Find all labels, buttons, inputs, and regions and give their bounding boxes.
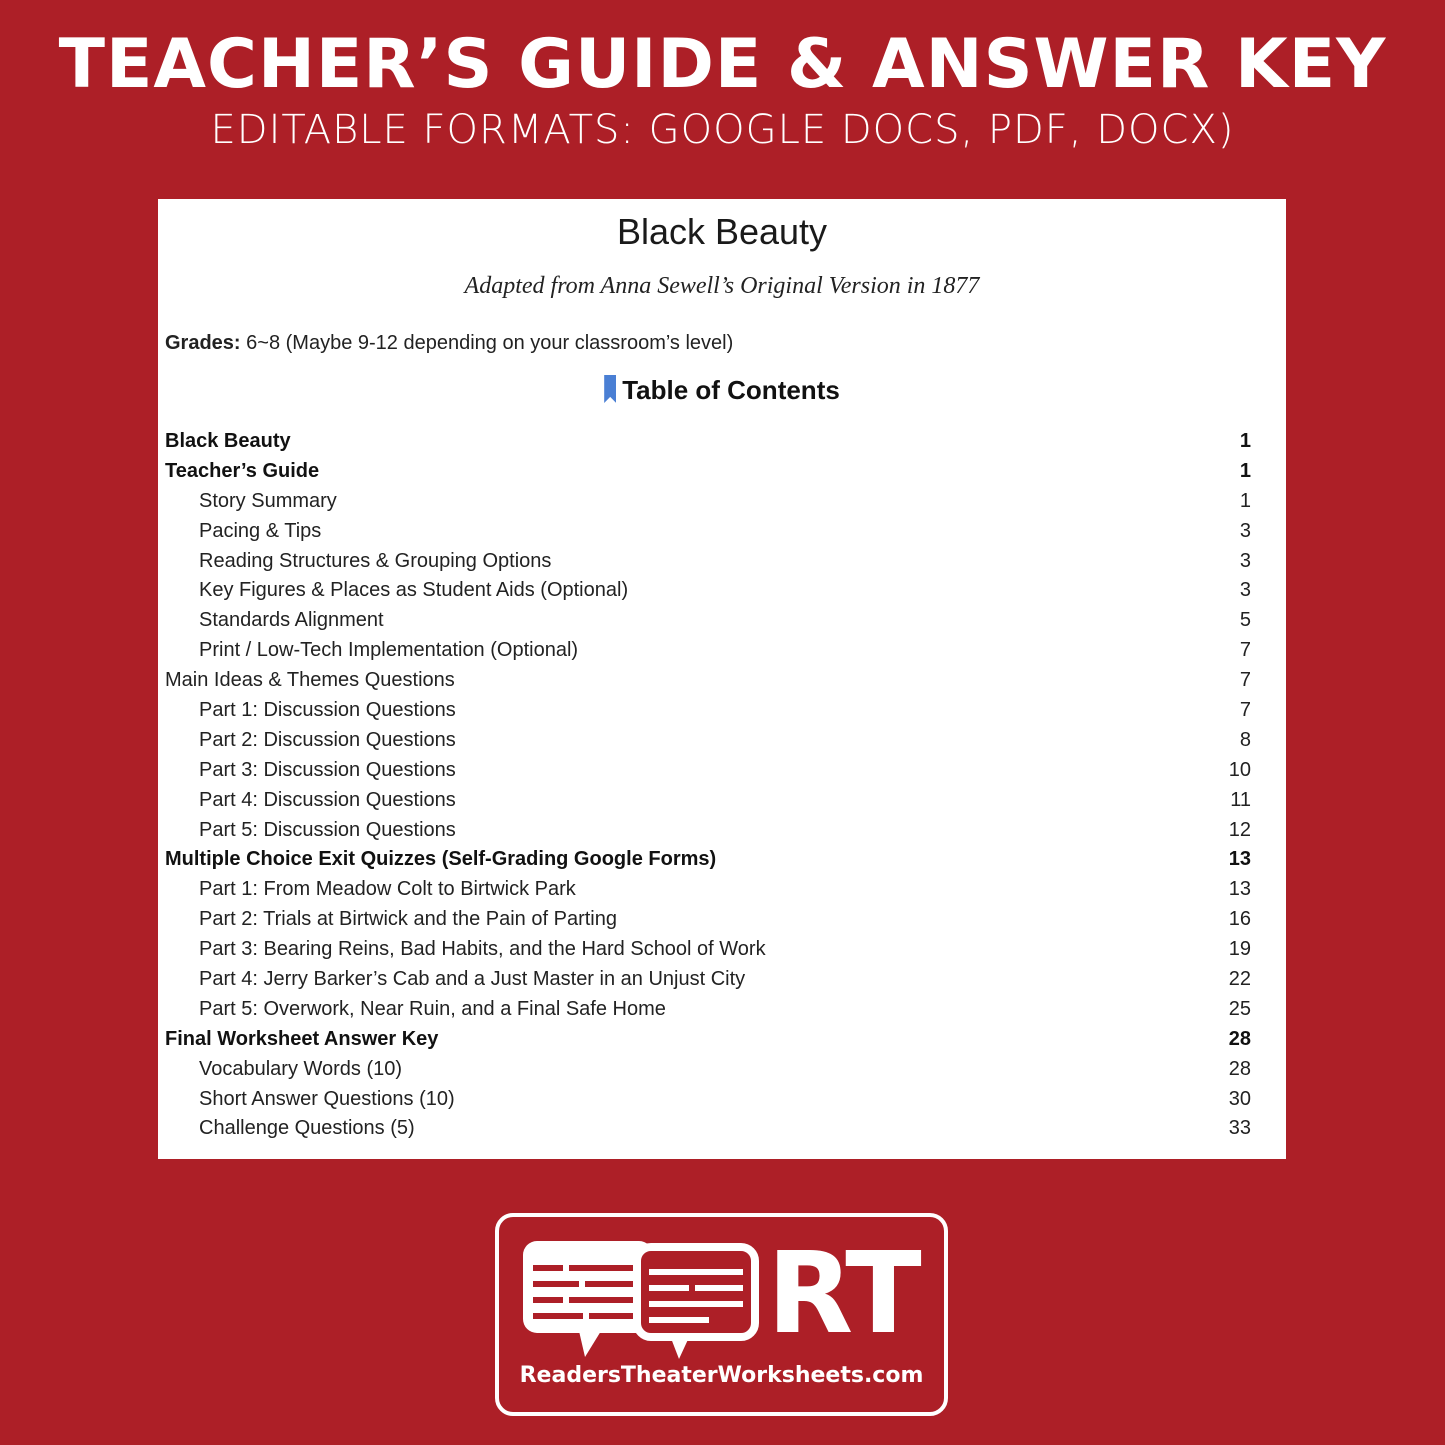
toc-entry[interactable] [165,547,1251,577]
toc-entry-page: 1 [1239,489,1251,512]
toc-entry-page: 16 [1228,908,1251,931]
logo-url: ReadersTheaterWorksheets.com [519,1363,924,1388]
toc-entry-page: 3 [1239,549,1251,572]
toc-entry-label: Part 4: Jerry Barker’s Cab and a Just Master in an Unjust City [199,968,746,991]
toc-entry-page: 30 [1228,1087,1251,1110]
toc-entry-page: 10 [1228,758,1251,781]
logo-letters: RT [767,1229,919,1359]
toc-entry-page: 13 [1228,878,1251,901]
toc-entry-label: Standards Alignment [199,609,384,632]
toc-entry-label: Part 1: From Meadow Colt to Birtwick Park [199,878,576,901]
toc-entry-page: 7 [1239,699,1251,722]
toc-entry[interactable] [165,1025,1251,1055]
toc-heading [158,375,1286,406]
table-of-contents [165,427,1251,1144]
toc-entry-label: Part 5: Overwork, Near Ruin, and a Final Safe Home [199,997,666,1020]
toc-entry-label: Black Beauty [165,430,291,452]
toc-entry-page: 28 [1228,1027,1251,1050]
toc-entry[interactable] [165,726,1251,756]
toc-entry[interactable] [165,905,1251,935]
toc-entry-page: 1 [1239,430,1251,452]
toc-entry-page: 25 [1228,997,1251,1020]
toc-entry-page: 28 [1228,1057,1251,1080]
toc-heading-label: Table of Contents [622,375,840,405]
toc-entry-label: Part 3: Discussion Questions [199,758,456,781]
toc-entry[interactable] [165,965,1251,995]
toc-entry-page: 7 [1239,639,1251,662]
toc-entry[interactable] [165,487,1251,517]
banner-subtitle: EDITABLE FORMATS: GOOGLE DOCS, PDF, DOCX) [210,107,1235,153]
toc-entry-label: Part 1: Discussion Questions [199,699,456,722]
toc-entry-label: Part 4: Discussion Questions [199,788,456,811]
toc-entry-page: 3 [1239,579,1251,602]
toc-entry[interactable] [165,1055,1251,1085]
document-page [158,199,1286,1159]
grades-value: 6~8 (Maybe 9-12 depending on your classroom’s level) [240,332,734,354]
toc-entry-label: Final Worksheet Answer Key [165,1027,439,1050]
speech-bubbles-icon [519,1235,759,1365]
toc-entry[interactable] [165,636,1251,666]
toc-entry-label: Print / Low-Tech Implementation (Optional) [199,639,579,662]
toc-entry-label: Part 5: Discussion Questions [199,818,456,841]
toc-entry[interactable] [165,845,1251,875]
toc-entry[interactable] [165,427,1251,457]
toc-entry-label: Part 3: Bearing Reins, Bad Habits, and the Hard School of Work [199,938,766,961]
toc-entry-page: 5 [1239,609,1251,632]
banner-title: TEACHER’S GUIDE & ANSWER KEY [58,25,1387,104]
toc-entry[interactable] [165,666,1251,696]
toc-entry-page: 13 [1228,848,1251,871]
toc-entry[interactable] [165,576,1251,606]
toc-entry[interactable] [165,696,1251,726]
toc-entry[interactable] [165,457,1251,487]
toc-entry-label: Multiple Choice Exit Quizzes (Self-Grading Google Forms) [165,848,717,871]
document-title: Black Beauty [616,211,828,252]
toc-entry-label: Key Figures & Places as Student Aids (Optional) [199,579,629,602]
toc-entry-page: 3 [1239,519,1251,542]
toc-entry-page: 22 [1228,968,1251,991]
toc-entry-label: Main Ideas & Themes Questions [165,669,455,692]
bookmark-icon [604,375,616,403]
toc-entry-label: Vocabulary Words (10) [199,1057,403,1080]
toc-entry[interactable] [165,935,1251,965]
toc-entry[interactable] [165,875,1251,905]
brand-logo [495,1213,948,1416]
toc-entry-label: Part 2: Trials at Birtwick and the Pain of Parting [199,908,617,931]
toc-entry-page: 1 [1239,459,1251,482]
toc-entry[interactable] [165,606,1251,636]
toc-entry-label: Part 2: Discussion Questions [199,728,456,751]
toc-entry[interactable] [165,786,1251,816]
grades-line [165,332,733,355]
toc-entry-page: 11 [1230,788,1251,811]
toc-entry-page: 12 [1228,818,1251,841]
toc-entry-label: Reading Structures & Grouping Options [199,549,552,572]
toc-entry-page: 33 [1228,1117,1251,1140]
toc-entry-page: 8 [1239,728,1251,751]
toc-entry[interactable] [165,995,1251,1025]
grades-label: Grades: [165,332,241,354]
toc-entry[interactable] [165,1114,1251,1144]
toc-entry-label: Teacher’s Guide [165,459,320,482]
toc-entry[interactable] [165,756,1251,786]
toc-entry-page: 7 [1239,669,1251,692]
toc-entry-label: Story Summary [199,489,337,512]
document-subtitle: Adapted from Anna Sewell’s Original Version in 1877 [464,273,980,299]
toc-entry-label: Challenge Questions (5) [199,1117,415,1140]
toc-entry[interactable] [165,517,1251,547]
toc-entry-label: Short Answer Questions (10) [199,1087,455,1110]
toc-entry-label: Pacing & Tips [199,519,322,542]
toc-entry[interactable] [165,1085,1251,1115]
toc-entry[interactable] [165,816,1251,846]
toc-entry-page: 19 [1228,938,1251,961]
